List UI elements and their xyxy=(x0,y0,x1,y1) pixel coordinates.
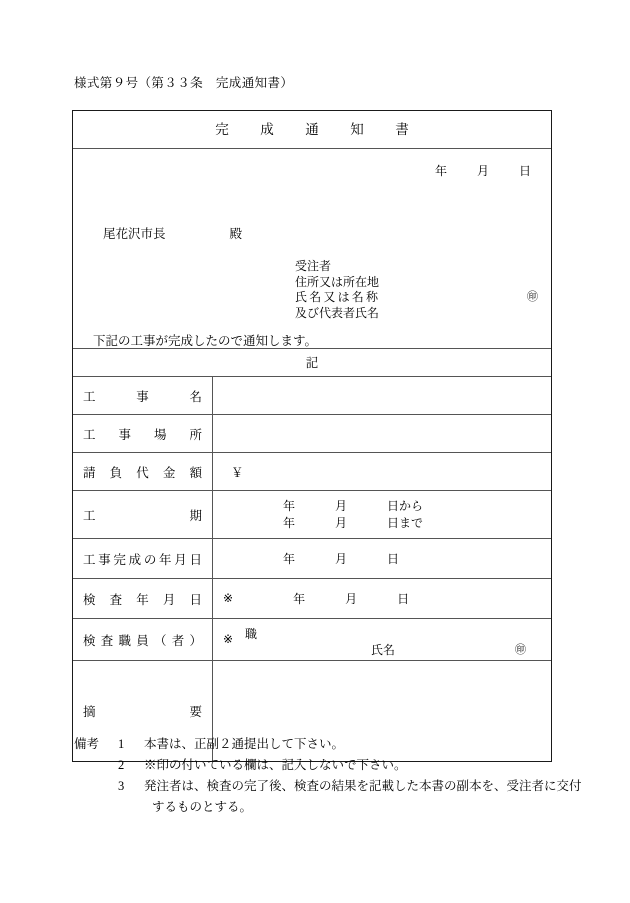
page-title: 完 成 通 知 書 xyxy=(215,122,418,137)
label-project-location xyxy=(73,415,213,452)
notice-statement: 下記の工事が完成したので通知します。 xyxy=(93,334,318,348)
period-from-year: 年 xyxy=(283,498,296,513)
notice-date-year: 年 xyxy=(434,164,447,178)
footnotes xyxy=(74,734,582,818)
completion-month: 月 xyxy=(335,552,348,566)
label-work-period-text: 工期 xyxy=(83,508,202,523)
completion-date-fields xyxy=(283,550,399,567)
contractor-address-label: 住所又は所在地 xyxy=(295,274,380,289)
period-from-month: 月 xyxy=(335,498,348,513)
notice-date-month: 月 xyxy=(476,164,489,178)
form-number-heading: 様式第９号（第３３条 完成通知書） xyxy=(74,76,294,90)
ki-marker: 記 xyxy=(305,356,319,370)
footnote-text-2: ※印の付いている欄は、記入しないで下さい。 xyxy=(144,758,407,772)
notice-date-day: 日 xyxy=(518,164,531,178)
label-remarks-text: 摘要 xyxy=(83,705,202,719)
contractor-block xyxy=(295,259,538,321)
period-from-day: 日から xyxy=(387,498,424,513)
value-project-name[interactable] xyxy=(213,377,551,414)
footnote-item-1 xyxy=(74,734,574,755)
work-period-from xyxy=(283,498,423,515)
period-to-day: 日まで xyxy=(387,515,424,530)
letterhead-body xyxy=(73,149,551,348)
table-row-work-period xyxy=(73,491,551,539)
value-inspection-date[interactable] xyxy=(213,579,551,618)
inspection-date-fields xyxy=(293,590,409,607)
contractor-seal-icon: ㊞ xyxy=(527,291,538,303)
label-project-name xyxy=(73,377,213,414)
official-use-mark-inspection-date: ※ xyxy=(223,591,234,605)
label-inspection-date-text: 検査年月日 xyxy=(83,592,202,607)
label-contract-amount xyxy=(73,453,213,490)
footnote-number-2: 2 xyxy=(118,758,125,772)
inspection-year: 年 xyxy=(293,592,306,606)
footnotes-tag-spacer-2 xyxy=(74,776,118,797)
label-project-location-text: 工事場所 xyxy=(83,427,202,442)
inspector-name-label: 氏名 xyxy=(371,643,396,657)
addressee-honorific: 殿 xyxy=(229,227,243,241)
label-contract-amount-text: 請負代金額 xyxy=(83,465,202,480)
period-to-year: 年 xyxy=(283,515,296,530)
value-completion-date[interactable] xyxy=(213,539,551,578)
inspector-post-label: 職 xyxy=(245,627,258,641)
label-project-name-text: 工事名 xyxy=(83,389,202,404)
footnotes-tag-spacer xyxy=(74,755,118,776)
value-contract-amount[interactable] xyxy=(213,453,551,490)
label-inspector-text: 検査職員（者） xyxy=(83,633,202,648)
footnote-text-3: 発注者は、検査の完了後、検査の結果を記載した本書の副本を、受注者に交付 xyxy=(144,779,582,793)
label-work-period xyxy=(73,491,213,538)
completion-day: 日 xyxy=(387,552,400,566)
notice-date xyxy=(435,162,531,179)
table-row-inspection-date xyxy=(73,579,551,619)
work-period-to xyxy=(283,515,423,532)
contractor-role: 受注者 xyxy=(295,259,332,273)
table-row-contract-amount xyxy=(73,453,551,491)
letterhead-row xyxy=(73,149,551,349)
value-work-period[interactable] xyxy=(213,491,551,538)
inspection-day: 日 xyxy=(397,592,410,606)
period-to-month: 月 xyxy=(335,515,348,530)
ki-row xyxy=(73,349,551,377)
footnote-item-3 xyxy=(74,776,582,797)
footnotes-tag: 備考 xyxy=(74,737,100,751)
work-period-dates xyxy=(283,498,423,532)
inspector-seal-icon: ㊞ xyxy=(515,644,526,656)
addressee-line xyxy=(103,224,242,242)
title-row xyxy=(73,111,551,149)
currency-symbol: ￥ xyxy=(231,465,244,480)
label-inspector xyxy=(73,619,213,660)
label-completion-date xyxy=(73,539,213,578)
completion-notice-form xyxy=(72,110,552,762)
table-row-project-location xyxy=(73,415,551,453)
table-row-completion-date xyxy=(73,539,551,579)
official-use-mark-inspector: ※ xyxy=(223,632,234,646)
completion-year: 年 xyxy=(283,552,296,566)
label-inspection-date xyxy=(73,579,213,618)
footnote-text-3-continuation: するものとする。 xyxy=(152,800,253,814)
contractor-name-label: 氏名又は名称 xyxy=(295,290,381,304)
label-completion-date-text: 工事完成の年月日 xyxy=(83,552,202,567)
footnote-item-2 xyxy=(74,755,574,776)
table-row-project-name xyxy=(73,377,551,415)
inspection-month: 月 xyxy=(345,592,358,606)
footnote-number-3: 3 xyxy=(118,779,125,793)
table-row-inspector xyxy=(73,619,551,661)
value-project-location[interactable] xyxy=(213,415,551,452)
value-inspector[interactable] xyxy=(213,619,551,660)
addressee-name: 尾花沢市長 xyxy=(103,227,166,241)
footnote-text-1: 本書は、正副２通提出して下さい。 xyxy=(144,737,345,751)
footnote-number-1: 1 xyxy=(118,737,125,751)
contractor-representative-label: 及び代表者氏名 xyxy=(295,305,380,320)
